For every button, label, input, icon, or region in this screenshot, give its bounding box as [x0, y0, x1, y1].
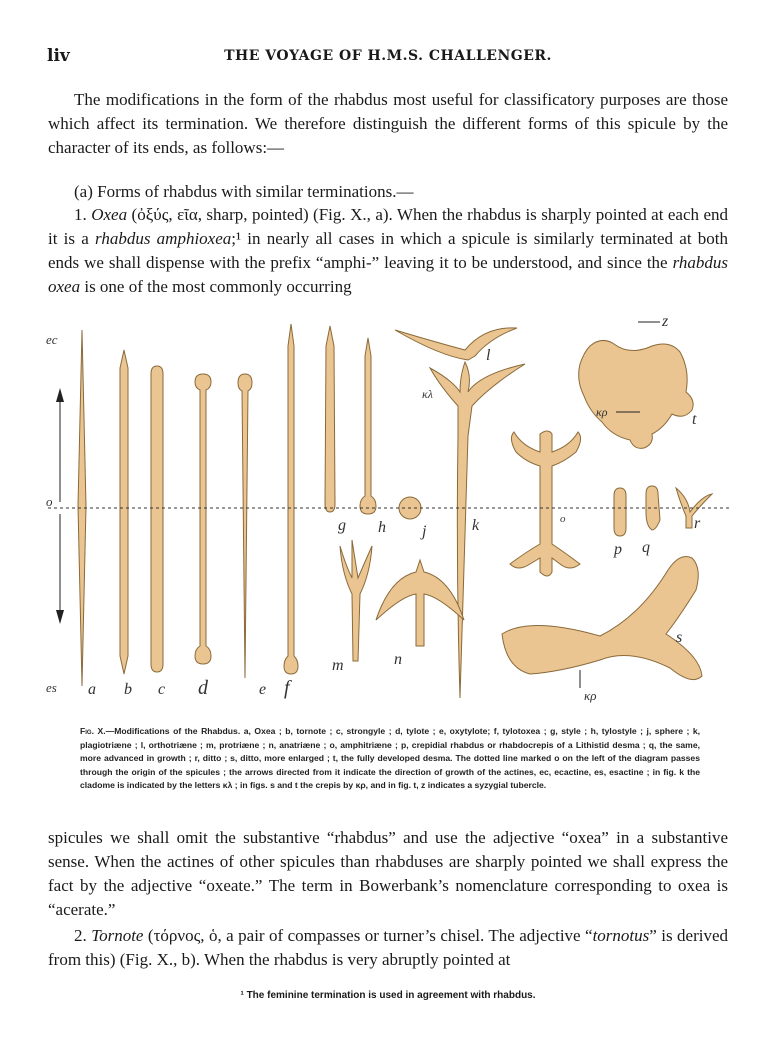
growth-arrow-ecactine-head — [56, 388, 64, 402]
paragraph-oxea-continued — [48, 826, 728, 922]
label-l: l — [486, 347, 491, 364]
label-p: p — [614, 541, 622, 558]
item-number: 2. — [74, 926, 87, 945]
spicule-b-tornote — [120, 350, 128, 674]
spicule-d-tylote — [195, 374, 211, 664]
label-c: c — [158, 681, 166, 698]
etymology: (ὀξύς, εῖα, sharp, pointed) (Fig. X., a). — [131, 205, 393, 224]
spicule-t-desma — [579, 340, 693, 448]
label-n: n — [394, 651, 402, 668]
page-header — [0, 46, 776, 70]
section-heading-a — [48, 180, 728, 204]
spicule-g-style — [325, 326, 335, 512]
spicule-n-anatriaene — [376, 560, 464, 646]
running-title: THE VOYAGE OF H.M.S. CHALLENGER. — [224, 48, 552, 64]
label-j: j — [422, 523, 427, 540]
caption-text: —Modifications of the Rhabdus. a, Oxea ; b, tornote ; c, strongyle ; d, tylote ; e, oxytylote; f, tylotoxea ; g, style ; h, tylostyle ; j, sphere ; k, plagiotriæne ; l, orthotriæne ; m, protriæne ; n, anatriæne ; o, amphitriæne ; p, crepidial rhabdus or rhabdocrepis of a Lithistid desma ; q, the same, more advanced in growth ; r, ditto ; s, ditto, more enlarged ; t, the fully developed desma. The dotted line marked o on the left of the diagram passes through the origin of the spicules ; the arrows directed from it indicate the direction of growth of the actines, ec, ecactine, es, esactine ; in fig. k the cladome is indicated by the letters κλ ; in figs. s and t the crepis by κρ, and in fig. t, z indicates a syzygial tubercle. — [80, 726, 700, 790]
label-m: m — [332, 657, 344, 674]
figure-x-rhabdus — [40, 316, 740, 716]
label-d: d — [198, 677, 208, 699]
spicule-h-tylostyle — [360, 338, 376, 514]
label-t: t — [692, 411, 697, 428]
paragraph-tornote: 2. Tornote (τόρνος, ὁ, a pair of compasses or turner’s chisel. The adjective “tornotus” is derived from this) (Fig. X., b). When the rhabdus is very abruptly pointed at — [48, 926, 728, 969]
term-rhabdus-oxea: rhabdus oxea — [48, 253, 728, 296]
paragraph-text: The modifications in the form of the rhabdus most useful for classificatory purposes are those which affect its termination. We therefore distinguish the different forms of this spicule by the character of its ends, as follows:— — [48, 90, 728, 157]
label-s: s — [676, 629, 683, 646]
label-z: z — [662, 316, 669, 330]
label-b: b — [124, 681, 132, 698]
paragraph-text: spicules we shall omit the substantive “rhabdus” and use the adjective “oxea” in a substantive sense. When the actines of other spicules than rhabduses are sharply pointed we shall express the fact by the adjective “oxeate.” The term in Bowerbank’s nomenclature corresponding to oxea is “acerate.” — [48, 828, 728, 919]
spicule-f-tylotoxea — [284, 324, 298, 674]
spicule-c-strongyle — [151, 366, 163, 672]
label-h: h — [378, 519, 386, 536]
label-k: k — [472, 517, 480, 534]
spicule-l-orthotriaene — [395, 328, 517, 360]
footnote: ¹ The feminine termination is used in agreement with rhabdus. — [240, 990, 536, 1001]
axis-label-ecactine: ec — [46, 332, 58, 347]
term-oxea: Oxea — [91, 205, 128, 224]
label-r: r — [694, 515, 701, 532]
label-o: o — [560, 513, 566, 525]
spicule-m-protriaene — [340, 540, 372, 661]
label-crepis-s: κρ — [584, 688, 597, 703]
paragraph-intro — [48, 88, 728, 160]
figure-caption — [80, 725, 700, 793]
label-g: g — [338, 517, 346, 534]
label-cladome-kl: κλ — [422, 387, 433, 401]
item-number: 1. — [74, 205, 87, 224]
label-crepis-t: κρ — [596, 405, 608, 419]
label-a: a — [88, 681, 96, 698]
spicule-e-oxytylote — [238, 374, 252, 678]
label-f: f — [284, 677, 290, 699]
page-number: liv — [47, 46, 70, 66]
axis-label-esactine: es — [46, 680, 57, 695]
label-e: e — [259, 681, 267, 698]
label-q: q — [642, 539, 650, 556]
growth-arrow-esactine-head — [56, 610, 64, 624]
spicule-o-amphitriaene — [510, 431, 581, 576]
term-rhabdus-amphioxea: rhabdus amphioxea — [95, 229, 232, 248]
axis-label-origin: o — [46, 494, 53, 509]
term-tornotus: tornotus — [592, 926, 650, 945]
section-heading-text: (a) Forms of rhabdus with similar terminations.— — [74, 182, 414, 201]
spicule-p-rhabdocrepis — [614, 488, 626, 536]
term-tornote: Tornote — [91, 926, 144, 945]
paragraph-oxea: 1. Oxea (ὀξύς, εῖα, sharp, pointed) (Fig. X., a). When the rhabdus is sharply pointed at each end it is a rhabdus amphioxea;¹ in nearly all cases in which a spicule is similarly terminated at both ends we shall dispense with the prefix “amphi-” leaving it to be understood, and since the rhabdus oxea is one of the most commonly occurring — [48, 205, 729, 296]
spicule-s-desma-enlarged — [502, 557, 702, 680]
caption-figure-label: Fig. X. — [80, 726, 106, 736]
